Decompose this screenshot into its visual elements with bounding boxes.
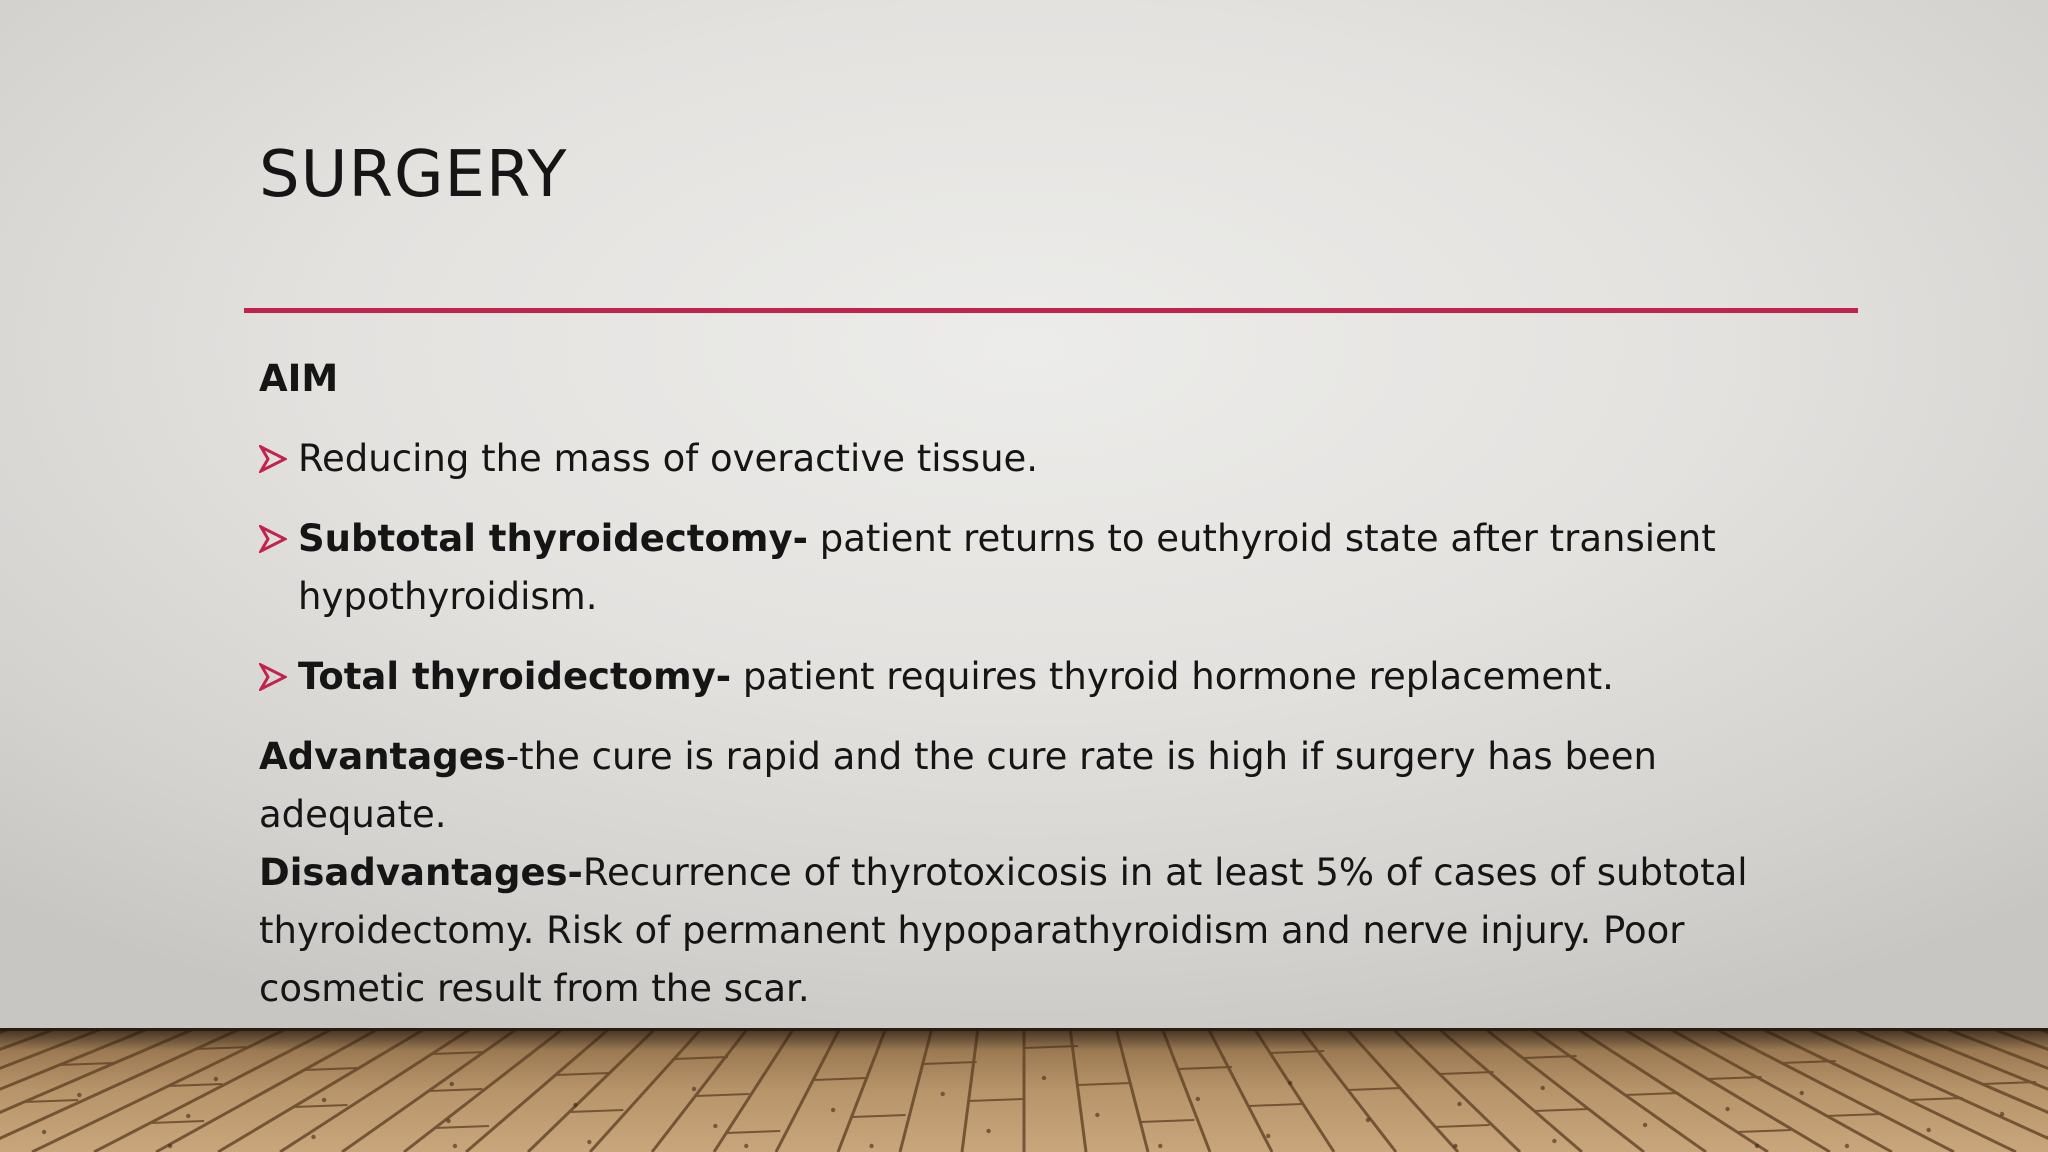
bullet-bold-term: Subtotal thyroidectomy- — [298, 517, 808, 560]
arrow-bullet-icon — [259, 648, 289, 706]
floor-nail — [77, 1093, 81, 1097]
floor-nail — [1755, 1144, 1759, 1148]
advantages-label: Advantages — [259, 735, 506, 778]
bullet-bold-term: Total thyroidectomy- — [298, 655, 732, 698]
arrow-bullet-icon — [259, 510, 289, 568]
floor-nail — [986, 1129, 990, 1133]
floor-nail — [450, 1082, 454, 1086]
arrow-bullet-icon — [259, 430, 289, 488]
advantages-paragraph — [259, 728, 1839, 844]
floor-nail — [713, 1124, 717, 1128]
floor-nail — [1457, 1102, 1461, 1106]
floor-nail — [692, 1087, 696, 1091]
floor-nail — [869, 1144, 873, 1148]
bullet-item — [259, 510, 1839, 626]
floor-nail — [1552, 1139, 1556, 1143]
floor-nail — [744, 1144, 748, 1148]
floor-nail — [1095, 1113, 1099, 1117]
floor-nail — [1158, 1144, 1162, 1148]
floor-nail — [168, 1144, 172, 1148]
floor-nail — [42, 1130, 46, 1134]
wooden-floor — [0, 1028, 2048, 1152]
bullet-text: patient requires thyroid hormone replacement. — [731, 655, 1614, 698]
floor-nail — [214, 1077, 218, 1081]
disadvantages-text: Recurrence of thyrotoxicosis in at least 5% of cases of subtotal thyroidectomy. Risk of permanent hypoparathyroidism and nerve injury. Poor cosmetic result from the scar. — [259, 851, 1748, 1010]
floor-nail — [446, 1119, 450, 1123]
floor-nail — [453, 1144, 457, 1148]
floor-nail — [1845, 1144, 1849, 1148]
floor-nail — [1643, 1123, 1647, 1127]
floor-nail — [587, 1140, 591, 1144]
disadvantages-label: Disadvantages- — [259, 851, 583, 894]
aim-heading: AIM — [259, 357, 339, 400]
bullet-item — [259, 648, 1839, 706]
floor-nail — [1725, 1107, 1729, 1111]
floor-nail — [1288, 1081, 1292, 1085]
slide-title: SURGERY — [259, 138, 568, 212]
advantages-text: -the cure is rapid and the cure rate is high if surgery has been adequate. — [259, 735, 1657, 836]
floor-nail — [1266, 1134, 1270, 1138]
floor-nail — [2000, 1112, 2004, 1116]
floor-nail — [1042, 1076, 1046, 1080]
slide-body — [259, 350, 1839, 1018]
floor-nail — [1926, 1128, 1930, 1132]
floor-nail — [941, 1092, 945, 1096]
floor-nail — [831, 1108, 835, 1112]
floor-nail — [186, 1114, 190, 1118]
floor-nail — [1366, 1118, 1370, 1122]
floor-nail — [311, 1135, 315, 1139]
floor-nail — [1800, 1091, 1804, 1095]
bullet-text: patient returns to euthyroid state after transient hypothyroidism. — [298, 517, 1716, 618]
floor-nail — [1541, 1086, 1545, 1090]
bullet-item — [259, 430, 1839, 488]
title-divider — [244, 308, 1858, 313]
disadvantages-paragraph — [259, 844, 1839, 1018]
bullet-text: Reducing the mass of overactive tissue. — [298, 437, 1039, 480]
floor-nail — [573, 1103, 577, 1107]
floor-nail — [1453, 1144, 1457, 1148]
floor-nail — [322, 1098, 326, 1102]
floor-nail — [1196, 1097, 1200, 1101]
